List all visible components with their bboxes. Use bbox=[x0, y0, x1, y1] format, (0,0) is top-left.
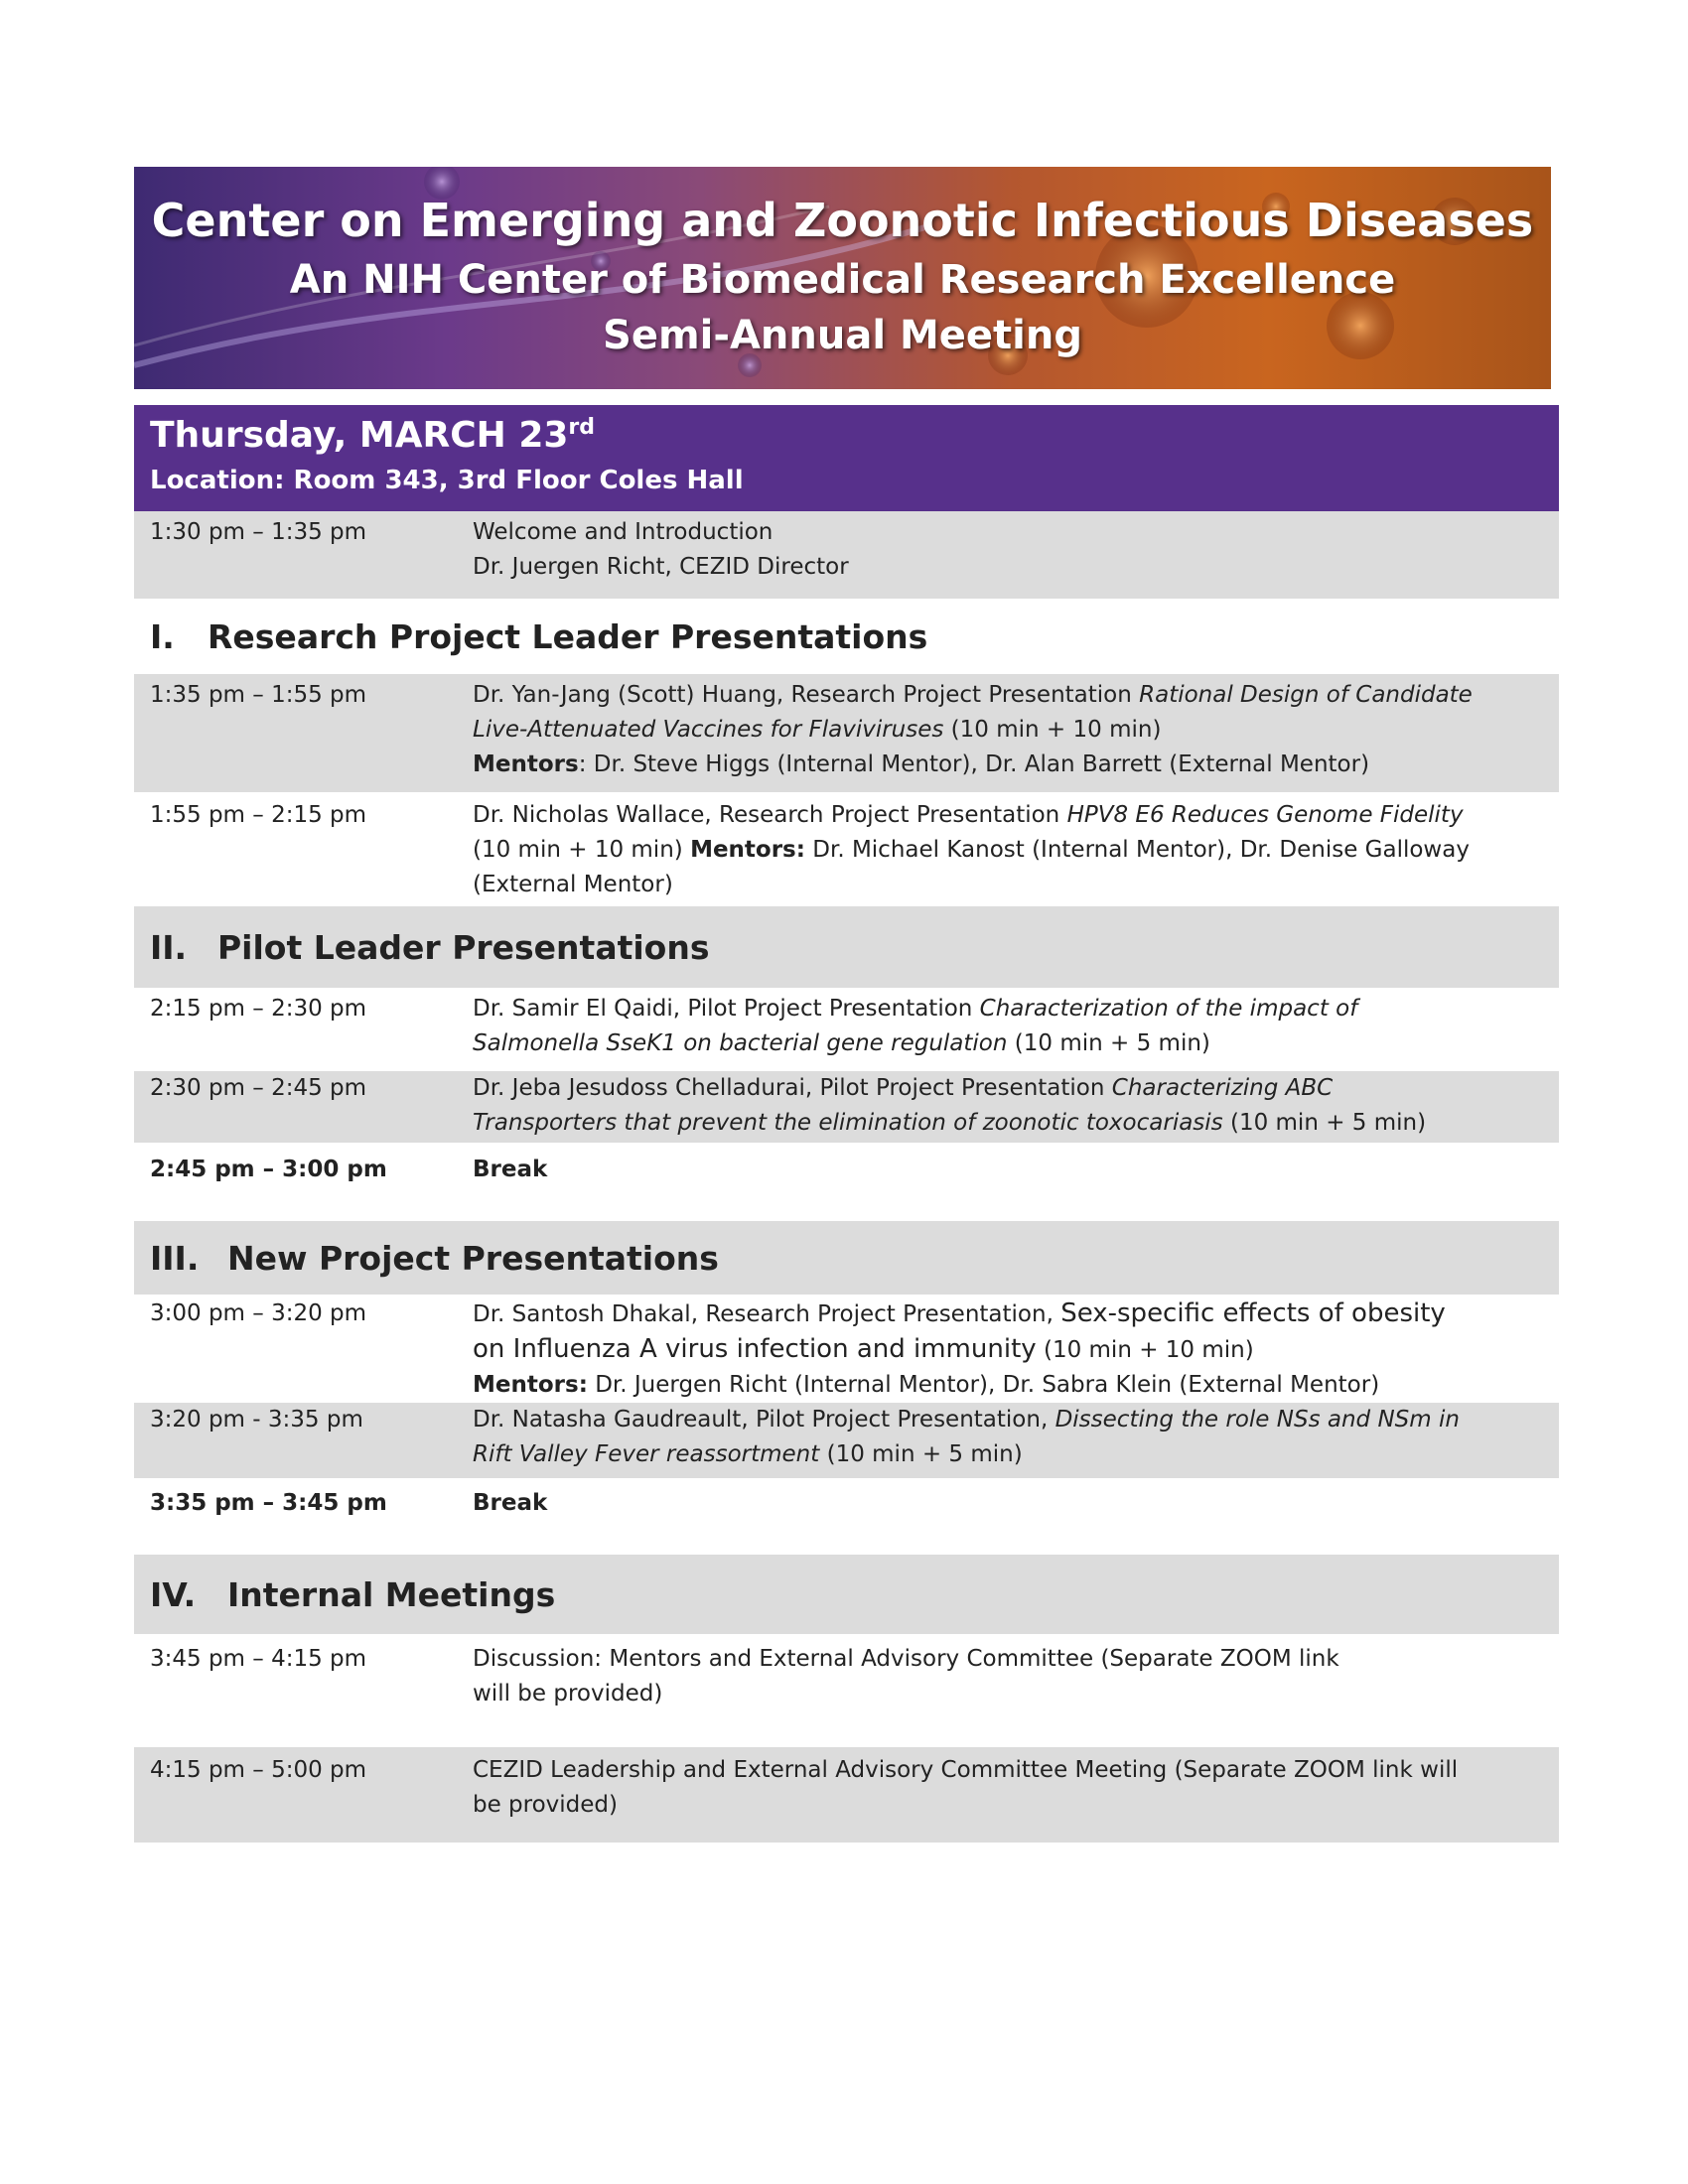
banner-title: Center on Emerging and Zoonotic Infectious Diseases bbox=[151, 194, 1534, 247]
section-heading-1: I. Research Project Leader Presentations bbox=[150, 616, 928, 656]
section-heading-3: III. New Project Presentations bbox=[134, 1221, 1559, 1295]
agenda-row bbox=[134, 1747, 1559, 1843]
row-description: CEZID Leadership and External Advisory Committee Meeting (Separate ZOOM link will be provided) bbox=[473, 1757, 1459, 1818]
banner-meeting-name: Semi-Annual Meeting bbox=[603, 312, 1082, 358]
row-time: 4:15 pm – 5:00 pm bbox=[150, 1757, 367, 1783]
row-time: 3:35 pm – 3:45 pm bbox=[150, 1490, 387, 1516]
agenda-row bbox=[134, 1403, 1559, 1478]
row-time: 1:55 pm – 2:15 pm bbox=[150, 802, 367, 828]
banner-subtitle: An NIH Center of Biomedical Research Excellence bbox=[289, 256, 1396, 303]
row-description: Break bbox=[473, 1490, 548, 1516]
row-description: Discussion: Mentors and External Advisory Committee (Separate ZOOM link will be provided) bbox=[473, 1646, 1339, 1706]
agenda-row bbox=[134, 792, 1559, 906]
row-time: 2:15 pm – 2:30 pm bbox=[150, 996, 367, 1022]
agenda-row bbox=[134, 1295, 1559, 1403]
row-time: 3:45 pm – 4:15 pm bbox=[150, 1646, 367, 1672]
row-time: 3:20 pm - 3:35 pm bbox=[150, 1407, 363, 1433]
meeting-location: Location: Room 343, 3rd Floor Coles Hall bbox=[150, 466, 744, 495]
row-description: Break bbox=[473, 1157, 548, 1182]
row-time: 2:30 pm – 2:45 pm bbox=[150, 1075, 367, 1101]
agenda-row bbox=[134, 988, 1559, 1071]
section-heading-2: II. Pilot Leader Presentations bbox=[134, 906, 1559, 988]
agenda-page bbox=[134, 167, 1559, 1843]
agenda-row bbox=[134, 1634, 1559, 1747]
row-time: 1:30 pm – 1:35 pm bbox=[150, 519, 367, 545]
row-description: Dr. Santosh Dhakal, Research Project Presentation, Sex-specific effects of obesity on Influenza A virus infection and immunity (10 min + 10 min) Mentors: Dr. Juergen Richt (Internal Mentor), Dr. Sabra Klein (External Mentor) bbox=[473, 1298, 1446, 1398]
agenda-row-break bbox=[134, 1478, 1559, 1555]
section-heading-4: IV. Internal Meetings bbox=[134, 1555, 1559, 1634]
header-banner bbox=[134, 167, 1551, 389]
row-description: Dr. Jeba Jesudoss Chelladurai, Pilot Project Presentation Characterizing ABC Transporters that prevent the elimination of zoonotic toxocariasis (10 min + 5 min) bbox=[473, 1075, 1427, 1136]
row-description: Dr. Samir El Qaidi, Pilot Project Presentation Characterization of the impact of Salmonella SseK1 on bacterial gene regulation (10 min + 5 min) bbox=[473, 996, 1358, 1056]
row-time: 2:45 pm – 3:00 pm bbox=[150, 1157, 387, 1182]
row-description: Dr. Yan-Jang (Scott) Huang, Research Project Presentation Rational Design of Candidate Live-Attenuated Vaccines for Flaviviruses (10 min + 10 min) Mentors: Dr. Steve Higgs (Internal Mentor), Dr. Alan Barrett (External Mentor) bbox=[473, 682, 1473, 777]
agenda-row bbox=[134, 1071, 1559, 1143]
agenda-row-break bbox=[134, 1143, 1559, 1221]
meeting-date: Thursday, MARCH 23rd bbox=[150, 415, 596, 456]
row-description: Dr. Nicholas Wallace, Research Project Presentation HPV8 E6 Reduces Genome Fidelity (10 min + 10 min) Mentors: Dr. Michael Kanost (Internal Mentor), Dr. Denise Galloway (External Mentor) bbox=[473, 802, 1470, 897]
agenda-row bbox=[134, 674, 1559, 792]
row-time: 1:35 pm – 1:55 pm bbox=[150, 682, 367, 708]
agenda-row-welcome bbox=[134, 511, 1559, 599]
row-description: Welcome and Introduction Dr. Juergen Richt, CEZID Director bbox=[473, 519, 849, 580]
row-time: 3:00 pm – 3:20 pm bbox=[150, 1300, 367, 1326]
row-description: Dr. Natasha Gaudreault, Pilot Project Presentation, Dissecting the role NSs and NSm in Rift Valley Fever reassortment (10 min + 5 min) bbox=[473, 1407, 1460, 1467]
day-header bbox=[134, 405, 1559, 511]
